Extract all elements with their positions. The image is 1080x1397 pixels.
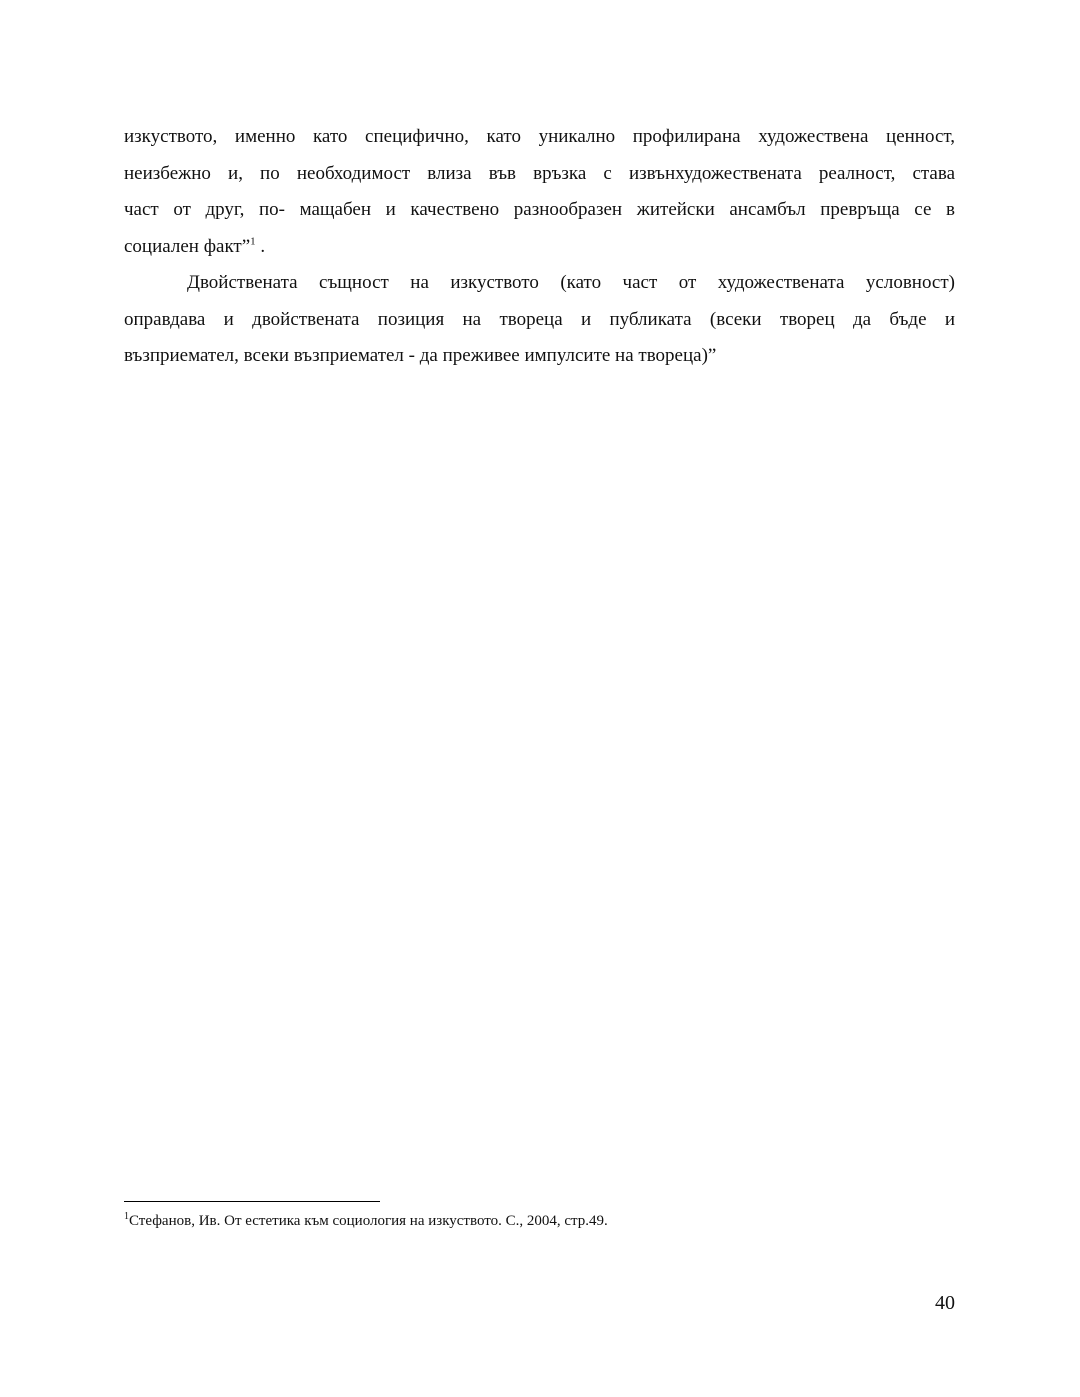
main-text bbox=[124, 119, 955, 375]
paragraph-1-line-3: част от друг, по- мащабен и качествено разнообразен житейски ансамбъл превръща се в bbox=[124, 199, 955, 220]
footnote-text: Стефанов, Ив. От естетика към социология на изкуството. С., 2004, стр.49. bbox=[129, 1213, 608, 1229]
paragraph-2-line-3: възприемател, всеки възприемател - да преживее импулсите на твореца)” bbox=[124, 345, 717, 366]
footnote bbox=[124, 1211, 924, 1231]
paragraph-1-end-punctuation: . bbox=[255, 235, 266, 257]
paragraph-2-line-2: оправдава и двойствената позиция на твореца и публиката (всеки творец да бъде и bbox=[124, 308, 955, 330]
footnote-number: 1 bbox=[124, 1211, 129, 1222]
paragraph-1-line-2: неизбежно и, по необходимост влиза във връзка с извънхудожествената реалност, става bbox=[124, 162, 955, 184]
paragraph-1-last-text: социален факт” bbox=[124, 235, 251, 257]
paragraph-1-line-1: изкуството, именно като специфично, като уникално профилирана художествена ценност, bbox=[124, 126, 955, 147]
paragraph-1-line-4 bbox=[124, 229, 955, 266]
footnote-reference: 1 bbox=[250, 235, 256, 248]
paragraph-2-line-1: Двойствената същност на изкуството (като част от художествената условност) bbox=[187, 272, 955, 293]
page-number: 40 bbox=[935, 1292, 955, 1314]
footnote-separator bbox=[124, 1201, 380, 1202]
